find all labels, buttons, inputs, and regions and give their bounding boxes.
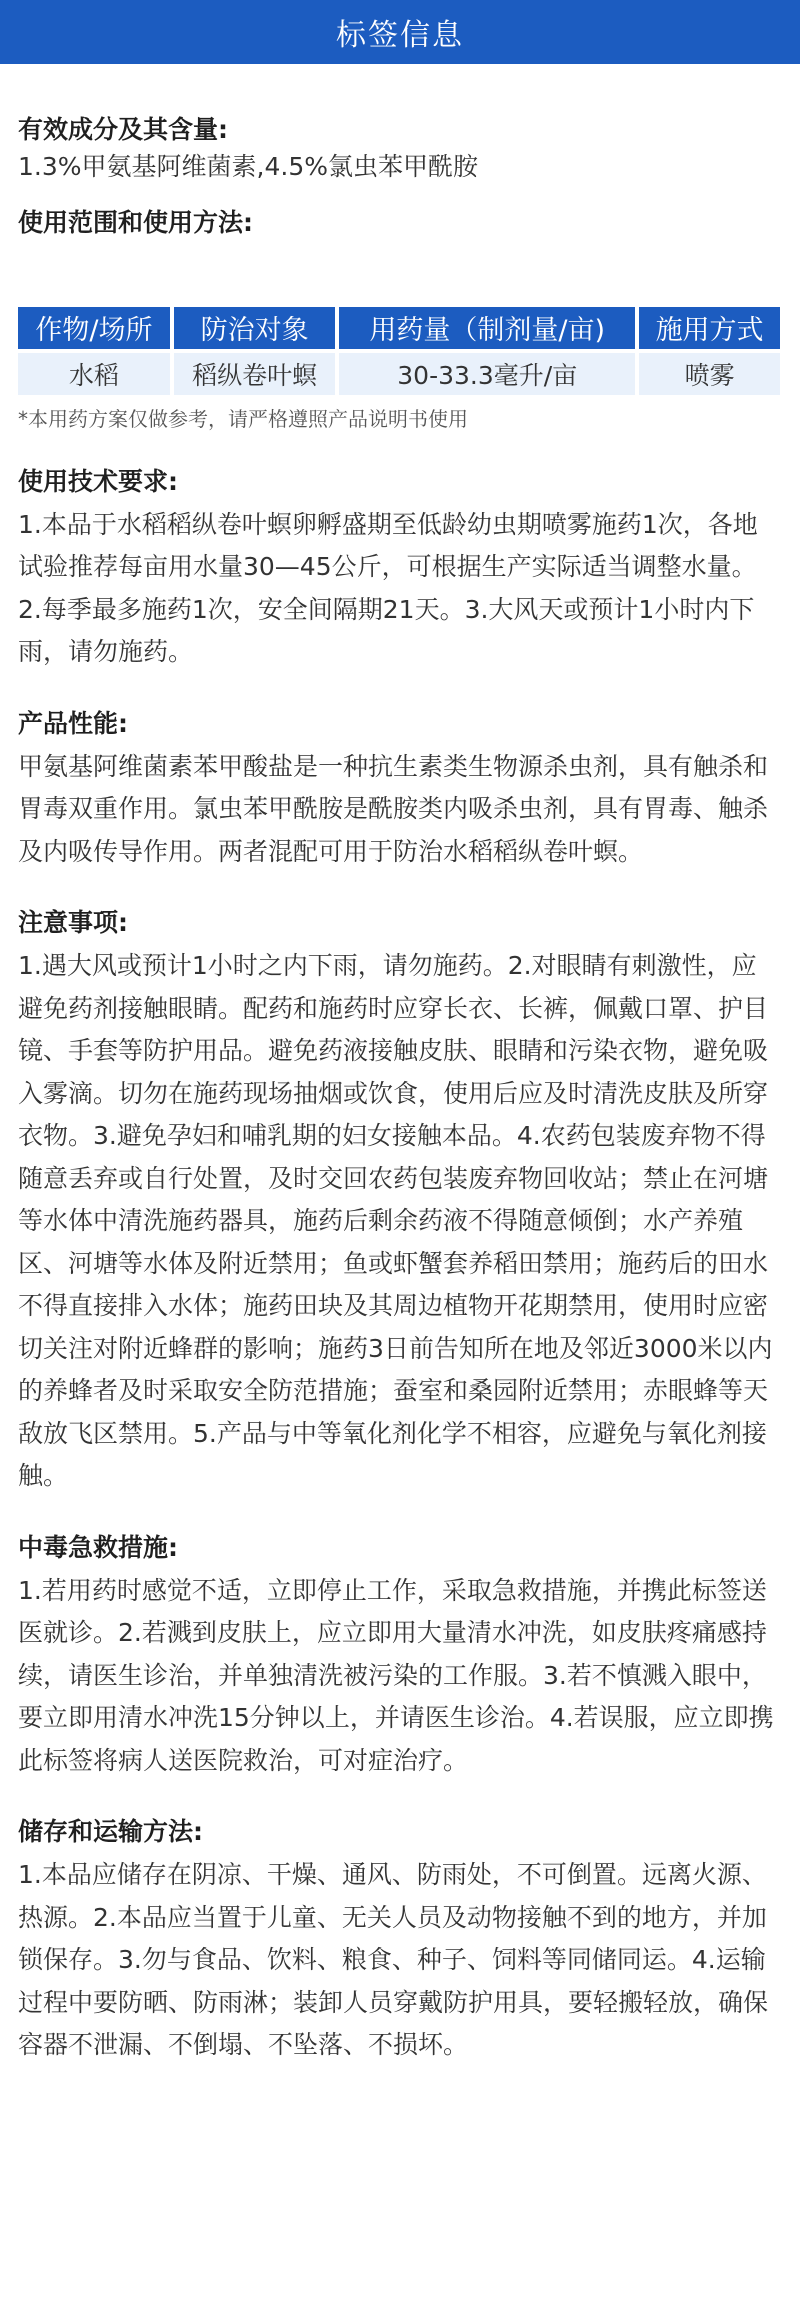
performance-text: 甲氨基阿维菌素苯甲酸盐是一种抗生素类生物源杀虫剂，具有触杀和胃毒双重作用。氯虫苯甲酰胺是酰胺类内吸杀虫剂，具有胃毒、触杀及内吸传导作用。两者混配可用于防治水稻稻纵卷叶螟。	[18, 751, 769, 866]
cautions-title: 注意事项:	[18, 908, 128, 937]
cell-dose: 30-33.3毫升/亩	[339, 353, 635, 395]
cell-target: 稻纵卷叶螟	[174, 353, 335, 395]
cell-crop: 水稻	[18, 353, 170, 395]
dosage-table-header-row	[18, 307, 780, 349]
usage-title: 使用范围和使用方法:	[18, 207, 253, 237]
label-info-header	[0, 0, 800, 64]
firstaid-section	[18, 1528, 780, 1783]
cautions-text: 1.遇大风或预计1小时之内下雨，请勿施药。2.对眼睛有刺激性，应避免药剂接触眼睛。配药和施药时应穿长衣、长裤，佩戴口罩、护目镜、手套等防护用品。避免药液接触皮肤、眼睛和污染衣物，避免吸入雾滴。切勿在施药现场抽烟或饮食，使用后应及时清洗皮肤及所穿衣物。3.避免孕妇和哺乳期的妇女接触本品。4.农药包装废弃物不得随意丢弃或自行处置，及时交回农药包装废弃物回收站；禁止在河塘等水体中清洗施药器具，施药后剩余药液不得随意倾倒；水产养殖区、河塘等水体及附近禁用；鱼或虾蟹套养稻田禁用；施药后的田水不得直接排入水体；施药田块及其周边植物开花期禁用，使用时应密切关注对附近蜂群的影响；施药3日前告知所在地及邻近3000米以内的养蜂者及时采取安全防范措施；蚕室和桑园附近禁用；赤眼蜂等天敌放飞区禁用。5.产品与中等氧化剂化学不相容，应避免与氧化剂接触。	[18, 951, 773, 1490]
table-row	[18, 353, 780, 395]
col-target-header: 防治对象	[174, 307, 335, 349]
ingredients-text: 1.3%甲氨基阿维菌素,4.5%氯虫苯甲酰胺	[18, 152, 478, 181]
tech-title: 使用技术要求:	[18, 466, 178, 496]
label-content	[0, 110, 800, 2067]
cautions-section	[18, 903, 780, 1498]
storage-section	[18, 1812, 780, 2067]
usage-note: *本用药方案仅做参考，请严格遵照产品说明书使用	[18, 406, 468, 431]
dosage-table	[14, 303, 784, 399]
ingredients-title: 有效成分及其含量:	[18, 115, 228, 144]
performance-title: 产品性能:	[18, 708, 128, 738]
col-dose-header: 用药量（制剂量/亩)	[339, 307, 635, 349]
storage-text: 1.本品应储存在阴凉、干燥、通风、防雨处，不可倒置。远离火源、热源。2.本品应当置于儿童、无关人员及动物接触不到的地方，并加锁保存。3.勿与食品、饮料、粮食、种子、饲料等同储同运。4.运输过程中要防晒、防雨淋；装卸人员穿戴防护用具，要轻搬轻放，确保容器不泄漏、不倒塌、不坠落、不损坏。	[18, 1860, 769, 2059]
cell-method: 喷雾	[639, 353, 780, 395]
col-crop-header: 作物/场所	[18, 307, 170, 349]
firstaid-title: 中毒急救措施:	[18, 1532, 178, 1562]
performance-section	[18, 704, 780, 874]
firstaid-text: 1.若用药时感觉不适，立即停止工作，采取急救措施，并携此标签送医就诊。2.若溅到皮肤上，应立即用大量清水冲洗，如皮肤疼痛感持续，请医生诊治，并单独清洗被污染的工作服。3.若不慎溅入眼中，要立即用清水冲洗15分钟以上，并请医生诊治。4.若误服，应立即携此标签将病人送医院救治，可对症治疗。	[18, 1575, 774, 1775]
tech-section	[18, 462, 780, 674]
header-title: 标签信息	[336, 18, 464, 53]
tech-text: 1.本品于水稻稻纵卷叶螟卵孵盛期至低龄幼虫期喷雾施药1次，各地试验推荐每亩用水量30—45公斤，可根据生产实际适当调整水量。2.每季最多施药1次，安全间隔期21天。3.大风天或预计1小时内下雨，请勿施药。	[18, 509, 758, 666]
storage-title: 储存和运输方法:	[18, 1817, 203, 1846]
col-method-header: 施用方式	[639, 307, 780, 349]
